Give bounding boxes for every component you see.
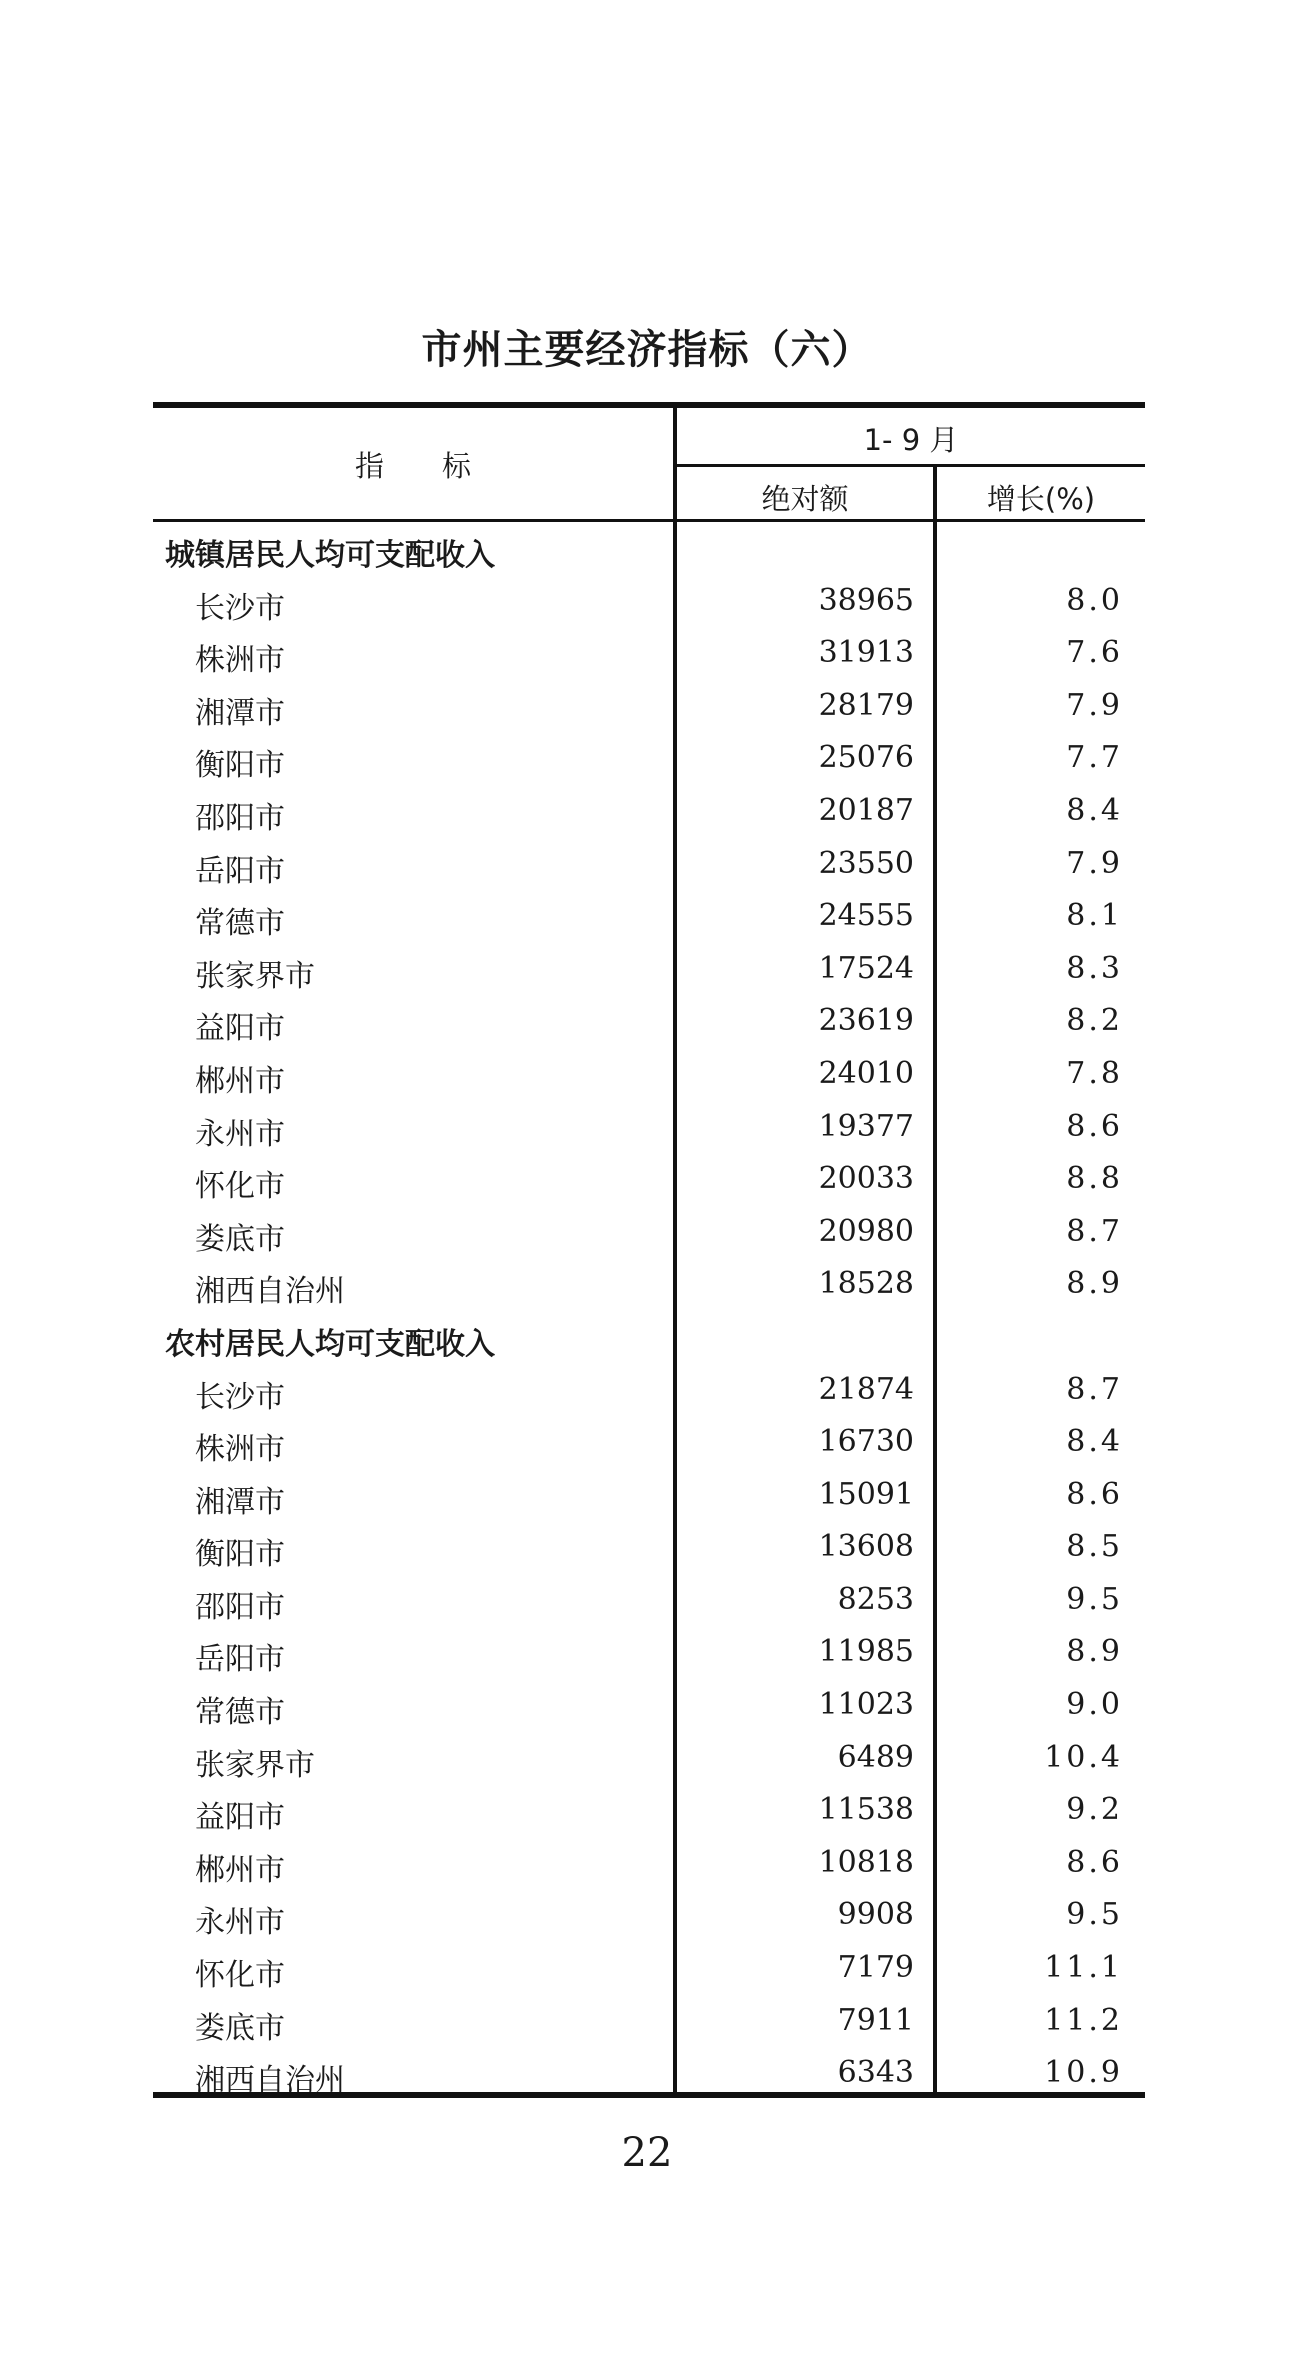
- row-growth: 9.5: [1066, 1581, 1123, 1617]
- indicator-table: [153, 402, 1145, 2102]
- row-name: 益阳市: [195, 1011, 285, 1047]
- row-growth: 8.4: [1066, 792, 1123, 828]
- row-growth: 8.9: [1066, 1266, 1123, 1302]
- row-value: 6343: [837, 2055, 914, 2091]
- row-growth: 10.9: [1044, 2055, 1123, 2091]
- row-name: 张家界市: [195, 1747, 315, 1783]
- table-row: [153, 1206, 1145, 1259]
- row-growth: 8.8: [1066, 1161, 1123, 1197]
- table-row: [153, 1048, 1145, 1101]
- row-value: 8253: [837, 1581, 914, 1617]
- table-row: [153, 1101, 1145, 1154]
- row-value: 13608: [818, 1529, 914, 1565]
- section-row-urban: [153, 522, 1145, 575]
- row-name: 郴州市: [195, 1852, 285, 1888]
- row-value: 21874: [818, 1371, 914, 1407]
- table-row: [153, 1784, 1145, 1837]
- header-growth: 增长(%): [986, 482, 1096, 516]
- row-name: 怀化市: [195, 1958, 285, 1994]
- table-row: [153, 995, 1145, 1048]
- header-period: 1- 9 月: [863, 423, 959, 457]
- table-row: [153, 1626, 1145, 1679]
- row-value: 7911: [837, 2002, 914, 2038]
- row-name: 邵阳市: [195, 1589, 285, 1625]
- row-growth: 8.6: [1066, 1476, 1123, 1512]
- row-value: 16730: [818, 1424, 914, 1460]
- table-row: [153, 1364, 1145, 1417]
- row-value: 31913: [818, 635, 914, 671]
- row-value: 19377: [818, 1108, 914, 1144]
- row-name: 娄底市: [195, 1221, 285, 1257]
- row-growth: 9.2: [1066, 1792, 1123, 1828]
- row-name: 湘潭市: [195, 695, 285, 731]
- row-growth: 8.3: [1066, 950, 1123, 986]
- row-growth: 8.0: [1066, 582, 1123, 618]
- row-growth: 7.9: [1066, 845, 1123, 881]
- row-name: 永州市: [195, 1116, 285, 1152]
- row-value: 20033: [818, 1161, 914, 1197]
- table-row: [153, 575, 1145, 628]
- table-row: [153, 2047, 1145, 2100]
- table-row: [153, 1416, 1145, 1469]
- row-name: 株洲市: [195, 1432, 285, 1468]
- row-name: 郴州市: [195, 1063, 285, 1099]
- row-growth: 7.9: [1066, 687, 1123, 723]
- row-growth: 8.4: [1066, 1424, 1123, 1460]
- row-growth: 8.7: [1066, 1213, 1123, 1249]
- row-name: 株洲市: [195, 643, 285, 679]
- row-growth: 8.7: [1066, 1371, 1123, 1407]
- table-row: [153, 1153, 1145, 1206]
- table-row: [153, 1995, 1145, 2048]
- table-row: [153, 838, 1145, 891]
- table-top-rule: [153, 402, 1145, 408]
- row-growth: 7.6: [1066, 635, 1123, 671]
- row-growth: 7.8: [1066, 1055, 1123, 1091]
- row-name: 长沙市: [195, 1379, 285, 1415]
- row-growth: 10.4: [1044, 1739, 1123, 1775]
- row-growth: 8.6: [1066, 1108, 1123, 1144]
- section-row-rural: [153, 1311, 1145, 1364]
- table-row: [153, 1258, 1145, 1311]
- row-growth: 8.1: [1066, 898, 1123, 934]
- row-growth: 11.2: [1044, 2002, 1123, 2038]
- section-label: 农村居民人均可支配收入: [165, 1326, 495, 1362]
- page-title: 市州主要经济指标（六）: [421, 327, 873, 373]
- section-label: 城镇居民人均可支配收入: [165, 538, 495, 573]
- page-number: 22: [621, 2130, 673, 2176]
- table-row: [153, 680, 1145, 733]
- row-name: 衡阳市: [195, 1537, 285, 1573]
- row-value: 20980: [818, 1213, 914, 1249]
- row-name: 衡阳市: [195, 748, 285, 784]
- row-value: 25076: [818, 740, 914, 776]
- row-value: 23550: [818, 845, 914, 881]
- row-name: 张家界市: [195, 958, 315, 994]
- table-row: [153, 627, 1145, 680]
- row-value: 23619: [818, 1003, 914, 1039]
- table-row: [153, 1521, 1145, 1574]
- row-value: 11538: [818, 1792, 914, 1828]
- row-name: 湘潭市: [195, 1484, 285, 1520]
- table-row: [153, 732, 1145, 785]
- row-value: 11023: [818, 1687, 914, 1723]
- row-name: 邵阳市: [195, 800, 285, 836]
- row-name: 怀化市: [195, 1169, 285, 1205]
- row-growth: 8.2: [1066, 1003, 1123, 1039]
- table-row: [153, 1679, 1145, 1732]
- row-value: 24010: [818, 1055, 914, 1091]
- row-value: 20187: [818, 792, 914, 828]
- row-growth: 9.5: [1066, 1897, 1123, 1933]
- row-growth: 9.0: [1066, 1687, 1123, 1723]
- header-absolute: 绝对额: [761, 482, 849, 516]
- header-indicator: 指 标: [354, 449, 471, 483]
- row-growth: 8.9: [1066, 1634, 1123, 1670]
- row-growth: 8.6: [1066, 1844, 1123, 1880]
- row-value: 17524: [818, 950, 914, 986]
- row-value: 38965: [818, 582, 914, 618]
- row-value: 6489: [837, 1739, 914, 1775]
- table-row: [153, 890, 1145, 943]
- table-row: [153, 943, 1145, 996]
- row-value: 9908: [837, 1897, 914, 1933]
- table-row: [153, 1837, 1145, 1890]
- row-value: 7179: [837, 1950, 914, 1986]
- table-row: [153, 1574, 1145, 1627]
- table-row: [153, 1469, 1145, 1522]
- table-body: [153, 522, 1145, 2100]
- table-row: [153, 1942, 1145, 1995]
- row-value: 11985: [818, 1634, 914, 1670]
- row-value: 15091: [818, 1476, 914, 1512]
- row-value: 28179: [818, 687, 914, 723]
- row-name: 湘西自治州: [195, 1274, 345, 1310]
- row-name: 永州市: [195, 1905, 285, 1941]
- table-row: [153, 1732, 1145, 1785]
- row-name: 湘西自治州: [195, 2063, 345, 2099]
- row-growth: 8.5: [1066, 1529, 1123, 1565]
- row-name: 岳阳市: [195, 853, 285, 889]
- row-name: 长沙市: [195, 590, 285, 626]
- row-growth: 11.1: [1044, 1950, 1123, 1986]
- row-name: 常德市: [195, 906, 285, 942]
- header-mid-rule: [675, 464, 1145, 467]
- row-name: 常德市: [195, 1695, 285, 1731]
- row-name: 岳阳市: [195, 1642, 285, 1678]
- row-name: 娄底市: [195, 2010, 285, 2046]
- table-row: [153, 785, 1145, 838]
- row-value: 24555: [818, 898, 914, 934]
- row-value: 18528: [818, 1266, 914, 1302]
- row-value: 10818: [818, 1844, 914, 1880]
- row-name: 益阳市: [195, 1800, 285, 1836]
- row-growth: 7.7: [1066, 740, 1123, 776]
- table-row: [153, 1889, 1145, 1942]
